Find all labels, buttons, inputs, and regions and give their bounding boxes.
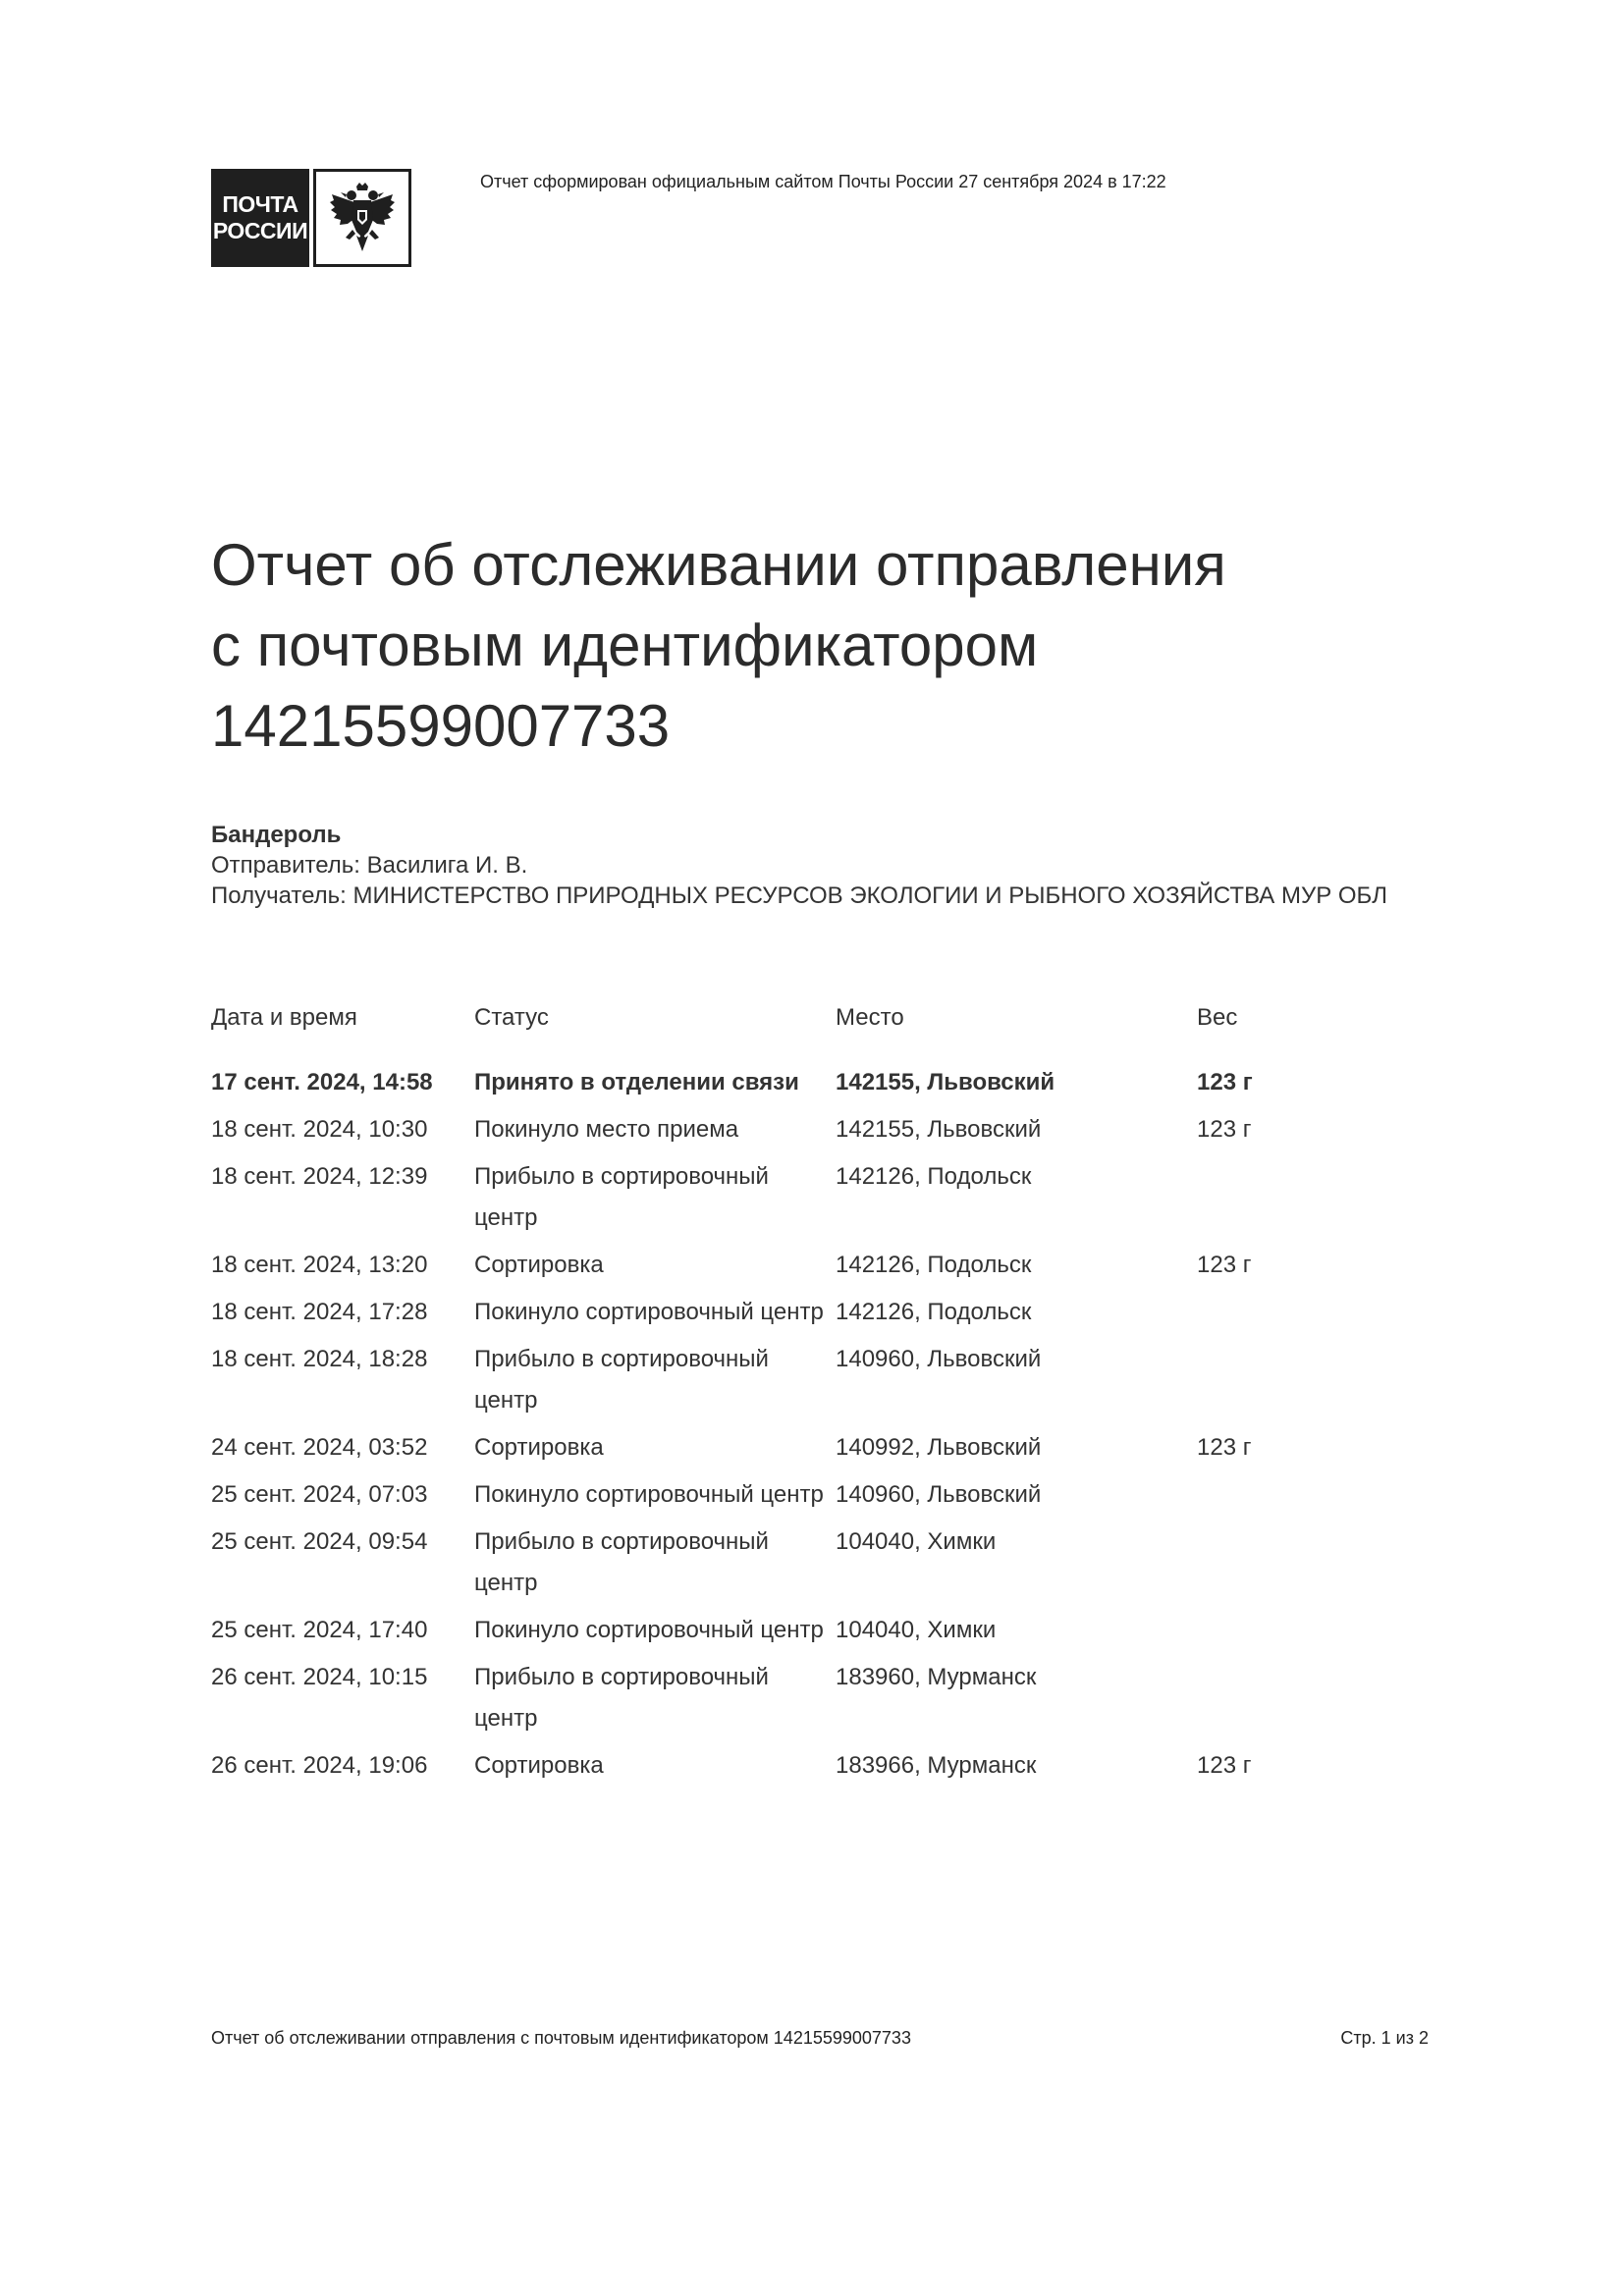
sender: Отправитель: Василига И. В.	[211, 852, 528, 879]
row-date: 18 сент. 2024, 13:20	[211, 1252, 428, 1278]
tracking-table	[211, 1003, 1429, 1792]
table-row	[211, 1427, 1429, 1468]
row-weight: 123 г	[1197, 1434, 1252, 1461]
column-header-place: Место	[836, 1004, 904, 1031]
row-place: 142126, Подольск	[836, 1163, 1032, 1190]
row-weight	[1197, 1292, 1393, 1333]
row-date: 18 сент. 2024, 18:28	[211, 1346, 428, 1372]
row-status: Принято в отделении связи	[474, 1069, 799, 1095]
row-place: 142126, Подольск	[836, 1252, 1032, 1278]
row-date: 25 сент. 2024, 17:40	[211, 1617, 428, 1643]
logo-line-1: ПОЧТА	[222, 191, 298, 217]
row-status: Покинуло сортировочный центр	[474, 1481, 824, 1508]
row-status: Покинуло сортировочный центр	[474, 1617, 824, 1643]
table-row	[211, 1292, 1429, 1333]
table-row	[211, 1522, 1429, 1604]
table-row	[211, 1156, 1429, 1239]
column-header-date: Дата и время	[211, 1004, 357, 1031]
row-weight: 123 г	[1197, 1252, 1252, 1278]
row-status: Прибыло в сортировочный центр	[474, 1346, 769, 1414]
row-place: 142155, Львовский	[836, 1116, 1042, 1143]
row-weight	[1197, 1610, 1393, 1651]
row-date: 17 сент. 2024, 14:58	[211, 1069, 433, 1095]
row-date: 26 сент. 2024, 19:06	[211, 1752, 428, 1779]
table-row	[211, 1062, 1429, 1103]
row-status: Сортировка	[474, 1752, 604, 1779]
row-place: 140960, Львовский	[836, 1481, 1042, 1508]
row-status: Прибыло в сортировочный центр	[474, 1528, 769, 1596]
row-weight: 123 г	[1197, 1069, 1253, 1095]
row-place: 142126, Подольск	[836, 1299, 1032, 1325]
title-line-2: с почтовым идентификатором	[211, 613, 1039, 678]
page-number: Стр. 1 из 2	[1340, 2028, 1429, 2048]
shipment-type: Бандероль	[211, 822, 342, 848]
pochta-rossii-logo	[211, 169, 411, 267]
row-place: 140992, Львовский	[836, 1434, 1042, 1461]
row-weight: 123 г	[1197, 1752, 1252, 1779]
table-row	[211, 1610, 1429, 1651]
table-row	[211, 1745, 1429, 1787]
column-header-status: Статус	[474, 1004, 549, 1031]
row-status: Прибыло в сортировочный центр	[474, 1664, 769, 1732]
row-weight	[1197, 1156, 1393, 1239]
row-date: 26 сент. 2024, 10:15	[211, 1664, 428, 1690]
row-status: Сортировка	[474, 1252, 604, 1278]
row-status: Сортировка	[474, 1434, 604, 1461]
row-place: 142155, Львовский	[836, 1069, 1055, 1095]
row-date: 25 сент. 2024, 09:54	[211, 1528, 428, 1555]
column-header-weight: Вес	[1197, 1004, 1238, 1031]
row-status: Покинуло место приема	[474, 1116, 739, 1143]
row-place: 183966, Мурманск	[836, 1752, 1037, 1779]
table-row	[211, 1245, 1429, 1286]
row-date: 24 сент. 2024, 03:52	[211, 1434, 428, 1461]
row-weight	[1197, 1522, 1393, 1604]
row-date: 25 сент. 2024, 07:03	[211, 1481, 428, 1508]
double-headed-eagle-icon	[313, 169, 411, 267]
row-place: 183960, Мурманск	[836, 1664, 1037, 1690]
footer-report-title: Отчет об отслеживании отправления с почтовым идентификатором 14215599007733	[211, 2028, 911, 2048]
tracking-number: 14215599007733	[211, 693, 671, 759]
logo-wordmark	[211, 169, 309, 267]
shipment-info	[211, 820, 1419, 911]
row-weight	[1197, 1657, 1393, 1739]
logo-line-2: РОССИИ	[212, 218, 308, 243]
row-status: Прибыло в сортировочный центр	[474, 1163, 769, 1231]
report-generated-note: Отчет сформирован официальным сайтом Почты России 27 сентября 2024 в 17:22	[480, 172, 1166, 191]
row-place: 104040, Химки	[836, 1617, 997, 1643]
row-date: 18 сент. 2024, 10:30	[211, 1116, 428, 1143]
row-status: Покинуло сортировочный центр	[474, 1299, 824, 1325]
row-place: 140960, Львовский	[836, 1346, 1042, 1372]
row-place: 104040, Химки	[836, 1528, 997, 1555]
table-row	[211, 1474, 1429, 1516]
table-row	[211, 1339, 1429, 1421]
row-weight	[1197, 1474, 1393, 1516]
table-row	[211, 1109, 1429, 1150]
table-row	[211, 1657, 1429, 1739]
table-header	[211, 1003, 1429, 1046]
row-weight: 123 г	[1197, 1116, 1252, 1143]
title-line-1: Отчет об отслеживании отправления	[211, 532, 1226, 598]
page-title	[211, 525, 1226, 767]
row-weight	[1197, 1339, 1393, 1421]
row-date: 18 сент. 2024, 17:28	[211, 1299, 428, 1325]
row-date: 18 сент. 2024, 12:39	[211, 1163, 428, 1190]
recipient: Получатель: МИНИСТЕРСТВО ПРИРОДНЫХ РЕСУРСОВ ЭКОЛОГИИ И РЫБНОГО ХОЗЯЙСТВА МУР ОБЛ	[211, 882, 1388, 909]
